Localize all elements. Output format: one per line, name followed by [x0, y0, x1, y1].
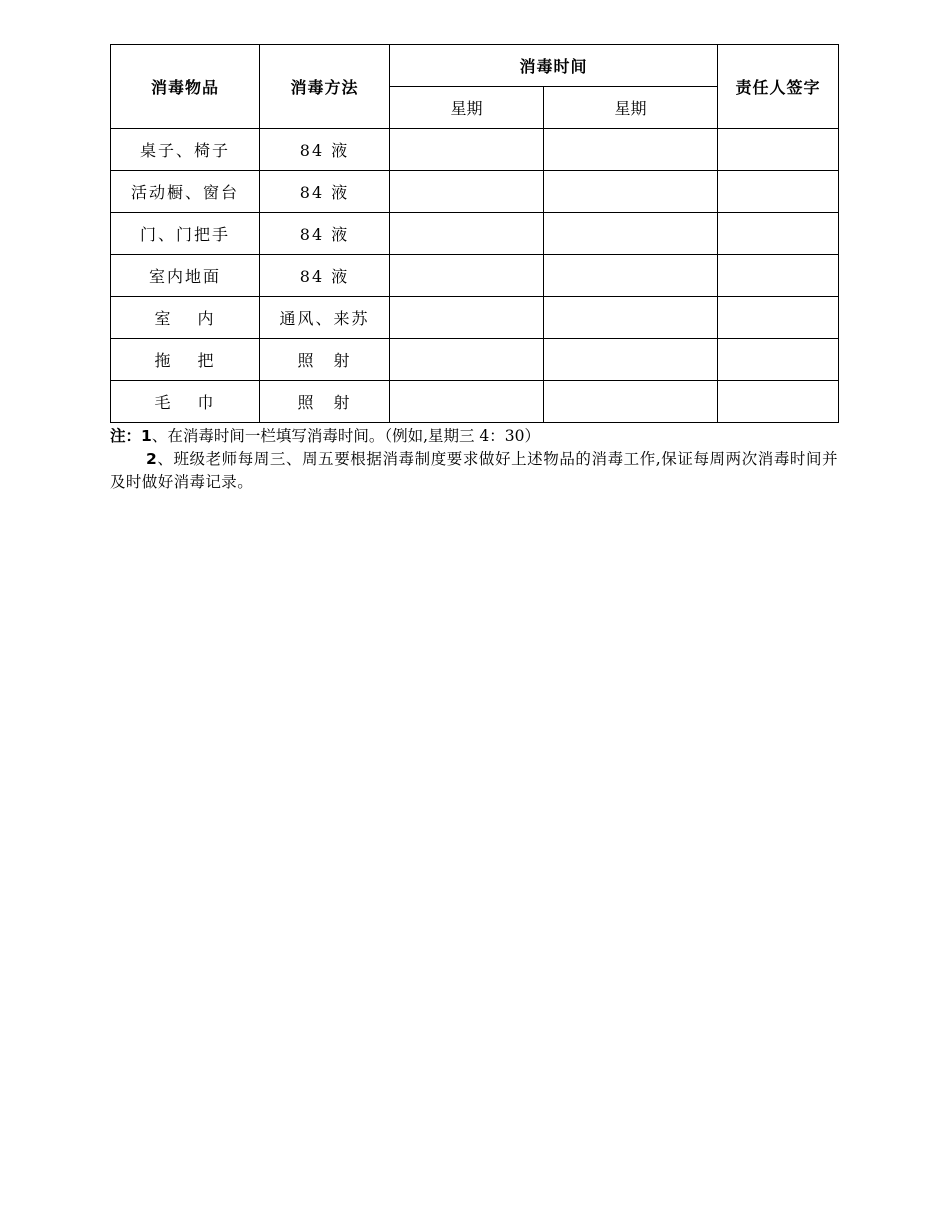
cell-item: 室内地面 — [111, 255, 260, 297]
note-label: 注： — [110, 427, 142, 445]
cell-item: 室 内 — [111, 297, 260, 339]
header-signature: 责任人签字 — [718, 45, 839, 129]
cell-method: 84 液 — [260, 129, 390, 171]
cell-time-day-2[interactable] — [544, 213, 718, 255]
header-item: 消毒物品 — [111, 45, 260, 129]
cell-time-day-2[interactable] — [544, 171, 718, 213]
cell-method: 照 射 — [260, 381, 390, 423]
disinfection-record-table — [110, 44, 839, 423]
cell-time-day-2[interactable] — [544, 129, 718, 171]
note-1 — [110, 425, 838, 448]
table-body — [111, 129, 839, 423]
table-row — [111, 213, 839, 255]
header-day-2: 星期 — [544, 87, 718, 129]
cell-signature[interactable] — [718, 297, 839, 339]
header-row-1 — [111, 45, 839, 87]
cell-time-day-1[interactable] — [390, 297, 544, 339]
cell-method: 84 液 — [260, 213, 390, 255]
cell-item: 活动橱、窗台 — [111, 171, 260, 213]
cell-signature[interactable] — [718, 129, 839, 171]
note-1-text: 、在消毒时间一栏填写消毒时间。（例如,星期三 4：30） — [151, 427, 541, 445]
note-2-text: 、班级老师每周三、周五要根据消毒制度要求做好上述物品的消毒工作,保证每周两次消毒时间并及时做好消毒记录。 — [110, 450, 838, 491]
table-row — [111, 297, 839, 339]
header-method: 消毒方法 — [260, 45, 390, 129]
cell-method: 通风、来苏 — [260, 297, 390, 339]
cell-time-day-2[interactable] — [544, 297, 718, 339]
cell-item: 毛 巾 — [111, 381, 260, 423]
header-time: 消毒时间 — [390, 45, 718, 87]
cell-signature[interactable] — [718, 171, 839, 213]
cell-method: 84 液 — [260, 255, 390, 297]
table-row — [111, 129, 839, 171]
cell-time-day-2[interactable] — [544, 255, 718, 297]
cell-item: 拖 把 — [111, 339, 260, 381]
cell-time-day-1[interactable] — [390, 255, 544, 297]
cell-time-day-2[interactable] — [544, 381, 718, 423]
cell-time-day-1[interactable] — [390, 339, 544, 381]
cell-signature[interactable] — [718, 381, 839, 423]
cell-signature[interactable] — [718, 255, 839, 297]
table-row — [111, 171, 839, 213]
table-row — [111, 255, 839, 297]
cell-signature[interactable] — [718, 213, 839, 255]
table-row — [111, 339, 839, 381]
note-2 — [110, 448, 838, 494]
note-1-number: 1 — [141, 427, 152, 445]
header-day-1: 星期 — [390, 87, 544, 129]
cell-item: 门、门把手 — [111, 213, 260, 255]
cell-item: 桌子、椅子 — [111, 129, 260, 171]
cell-time-day-1[interactable] — [390, 171, 544, 213]
notes-section — [110, 425, 838, 494]
cell-signature[interactable] — [718, 339, 839, 381]
cell-method: 照 射 — [260, 339, 390, 381]
cell-time-day-2[interactable] — [544, 339, 718, 381]
note-2-number: 2 — [146, 450, 158, 468]
document-page — [110, 44, 838, 494]
cell-time-day-1[interactable] — [390, 213, 544, 255]
table-row — [111, 381, 839, 423]
cell-time-day-1[interactable] — [390, 129, 544, 171]
cell-time-day-1[interactable] — [390, 381, 544, 423]
cell-method: 84 液 — [260, 171, 390, 213]
